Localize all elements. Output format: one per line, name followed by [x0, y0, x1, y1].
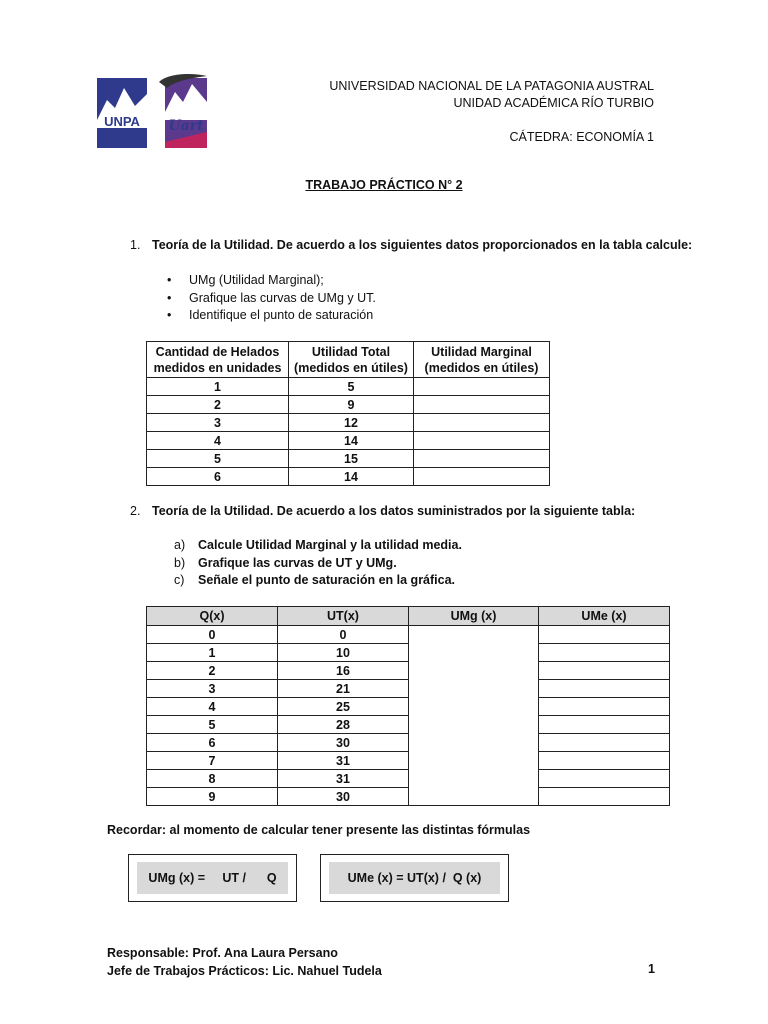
list-item: c) Señale el punto de saturación en la gráfica. [174, 573, 456, 587]
table-row: 4 14 [147, 432, 550, 450]
list-item: a) Calcule Utilidad Marginal y la utilidad media. [174, 538, 462, 552]
recordar-note: Recordar: al momento de calcular tener presente las distintas fórmulas [107, 823, 531, 837]
question-text: De acuerdo a los siguientes datos proporcionados en la tabla calcule: [273, 238, 693, 252]
q1-bullet-list [167, 272, 376, 325]
question-number: 2. [130, 504, 141, 518]
empty-cell[interactable] [539, 716, 670, 734]
question-text: De acuerdo a los datos suministrados por la siguiente tabla: [273, 504, 636, 518]
q2-item-list [174, 537, 462, 590]
question-bold: Teoría de la Utilidad. [152, 238, 274, 252]
catedra: CÁTEDRA: ECONOMÍA 1 [509, 130, 654, 144]
table-row: 1 10 [147, 644, 670, 662]
logo-area [97, 72, 209, 148]
umg-empty-cell[interactable] [409, 626, 539, 806]
header-institution [329, 78, 654, 146]
table-header: Utilidad Total (medidos en útiles) [289, 342, 414, 378]
table-row: 1 5 [147, 378, 550, 396]
empty-cell[interactable] [414, 396, 550, 414]
academic-unit: UNIDAD ACADÉMICA RÍO TURBIO [453, 96, 654, 110]
unpa-logo [97, 72, 209, 148]
table-header: Q(x) [147, 607, 278, 626]
table-header: Cantidad de Helados medidos en unidades [147, 342, 289, 378]
empty-cell[interactable] [539, 644, 670, 662]
table-row: 6 14 [147, 468, 550, 486]
formula-ume: UMe (x) = UT(x) / Q (x) [329, 862, 500, 894]
formula-umg: UMg (x) = UT / Q [137, 862, 288, 894]
table-header: UMe (x) [539, 607, 670, 626]
table-row: 5 28 [147, 716, 670, 734]
footer [107, 944, 382, 980]
question-1 [130, 238, 692, 252]
question-bold: Teoría de la Utilidad. [152, 504, 274, 518]
empty-cell[interactable] [414, 432, 550, 450]
empty-cell[interactable] [539, 680, 670, 698]
empty-cell[interactable] [414, 468, 550, 486]
question-number: 1. [130, 238, 141, 252]
university-name: UNIVERSIDAD NACIONAL DE LA PATAGONIA AUSTRAL [329, 79, 654, 93]
question-2 [130, 504, 635, 518]
table-row: 4 25 [147, 698, 670, 716]
table-header: UT(x) [278, 607, 409, 626]
empty-cell[interactable] [414, 450, 550, 468]
table-row: 3 21 [147, 680, 670, 698]
empty-cell[interactable] [414, 378, 550, 396]
table-header: UMg (x) [409, 607, 539, 626]
table-row: 7 31 [147, 752, 670, 770]
empty-cell[interactable] [539, 626, 670, 644]
list-item: • UMg (Utilidad Marginal); [167, 272, 376, 290]
list-item: b) Grafique las curvas de UT y UMg. [174, 555, 397, 570]
table-row: 2 16 [147, 662, 670, 680]
footer-responsable: Responsable: Prof. Ana Laura Persano [107, 946, 338, 960]
empty-cell[interactable] [539, 734, 670, 752]
empty-cell[interactable] [539, 662, 670, 680]
list-item: • Identifique el punto de saturación [167, 307, 376, 325]
list-item: • Grafique las curvas de UMg y UT. [167, 290, 376, 308]
empty-cell[interactable] [539, 698, 670, 716]
table-row: 0 0 [147, 626, 670, 644]
unpa-logo-text: UNPA [104, 114, 140, 129]
page-number: 1 [648, 962, 655, 976]
empty-cell[interactable] [539, 788, 670, 806]
uart-logo-text: Uart [168, 118, 204, 134]
footer-jefe: Jefe de Trabajos Prácticos: Lic. Nahuel Tudela [107, 964, 382, 978]
table-row: 2 9 [147, 396, 550, 414]
utility-table-2 [146, 606, 670, 806]
formula-box-umg [128, 854, 297, 902]
empty-cell[interactable] [539, 752, 670, 770]
table-row: 9 30 [147, 788, 670, 806]
table-row: 6 30 [147, 734, 670, 752]
page-title: TRABAJO PRÁCTICO N° 2 [305, 178, 463, 192]
table-header: Utilidad Marginal (medidos en útiles) [414, 342, 550, 378]
empty-cell[interactable] [539, 770, 670, 788]
table-row: 5 15 [147, 450, 550, 468]
utility-table-1 [146, 341, 550, 486]
formula-box-ume [320, 854, 509, 902]
table-row: 8 31 [147, 770, 670, 788]
empty-cell[interactable] [414, 414, 550, 432]
table-row: 3 12 [147, 414, 550, 432]
